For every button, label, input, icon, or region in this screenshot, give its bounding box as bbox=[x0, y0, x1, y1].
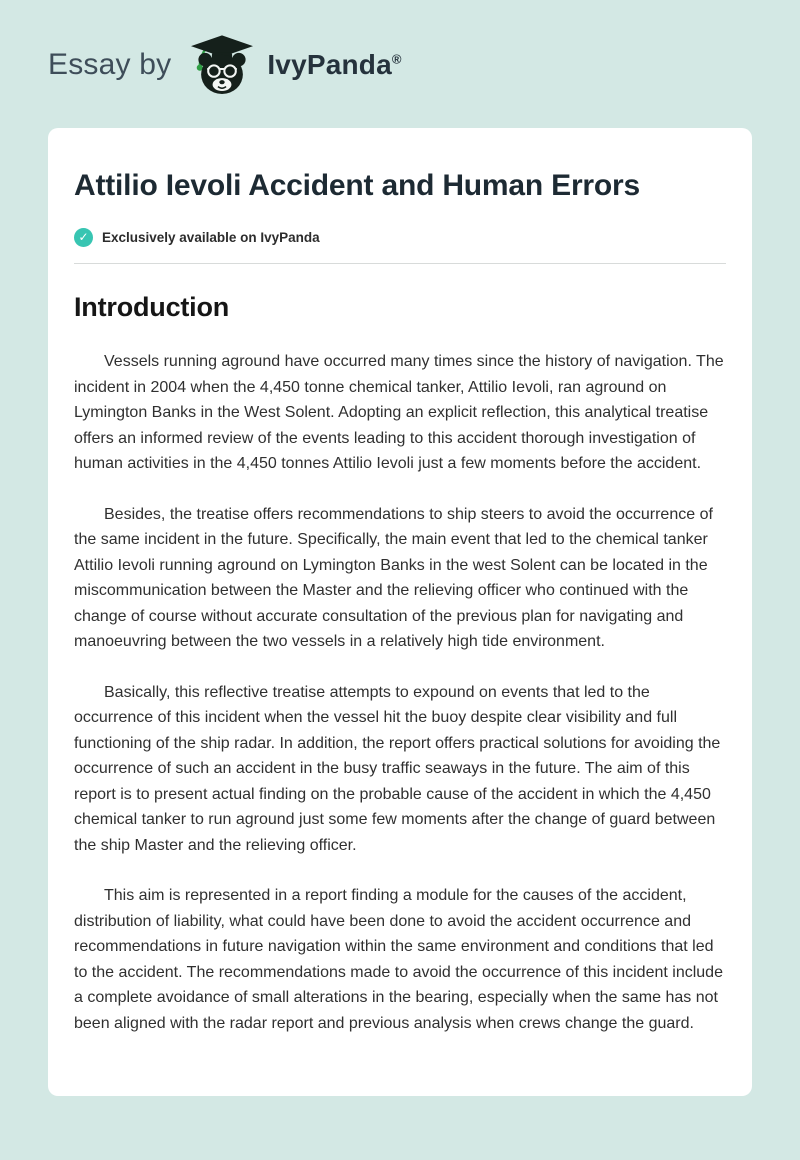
paragraph: Besides, the treatise offers recommendations to ship steers to avoid the occurrence of the same incident in the future. Specifically, the main event that led to the chemical tanker Attilio Ievoli running aground on Lymington Banks in the west Solent can be located in the miscommunication between the Master and the relieving officer who continued with the change of course without accurate consultation of the previous plan for navigating and manoeuvring between the two vessels in a relatively high tide environment. bbox=[74, 505, 713, 650]
availability-label: Exclusively available on IvyPanda bbox=[102, 230, 320, 245]
section-heading-introduction: Introduction bbox=[74, 292, 230, 322]
essay-by-label: Essay by bbox=[48, 48, 172, 81]
availability-row bbox=[74, 228, 726, 247]
paragraph: Vessels running aground have occurred many times since the history of navigation. The incident in 2004 when the 4,450 tonne chemical tanker, Attilio Ievoli, ran aground on Lymington Banks in the West Solent. Adopting an explicit reflection, this analytical treatise offers an informed review of the events leading to this accident thorough investigation of human activities in the 4,450 tonnes Attilio Ievoli just a few moments before the accident. bbox=[74, 353, 724, 472]
brand-name: IvyPanda® bbox=[267, 49, 402, 80]
registered-mark: ® bbox=[391, 51, 402, 67]
paragraph: This aim is represented in a report finding a module for the causes of the accident, distribution of liability, what could have been done to avoid the accident occurrence and recommendations in future navigation within the same environment and conditions that led to the accident. The recommendations made to avoid the occurrence of this incident include a complete avoidance of small alterations in the bearing, especially when the same has not been aligned with the radar report and previous analysis when crews change the guard. bbox=[74, 887, 723, 1032]
paragraph: Basically, this reflective treatise attempts to expound on events that led to the occurrence of this incident when the vessel hit the buoy despite clear visibility and full functioning of the ship radar. In addition, the report offers practical solutions for avoiding the occurrence of such an accident in the busy traffic seaways in the future. The aim of this report is to present actual finding on the probable cause of the accident in which the 4,450 chemical tanker to run aground just some few moments after the change of guard between the ship Master and the relieving officer. bbox=[74, 683, 721, 854]
check-icon: ✓ bbox=[74, 228, 93, 247]
article-title: Attilio Ievoli Accident and Human Errors bbox=[74, 169, 640, 202]
essay-card bbox=[48, 128, 752, 1096]
page-header bbox=[0, 0, 800, 122]
divider bbox=[74, 263, 726, 264]
ivypanda-panda-icon bbox=[187, 34, 257, 96]
ivypanda-logo bbox=[187, 34, 401, 96]
